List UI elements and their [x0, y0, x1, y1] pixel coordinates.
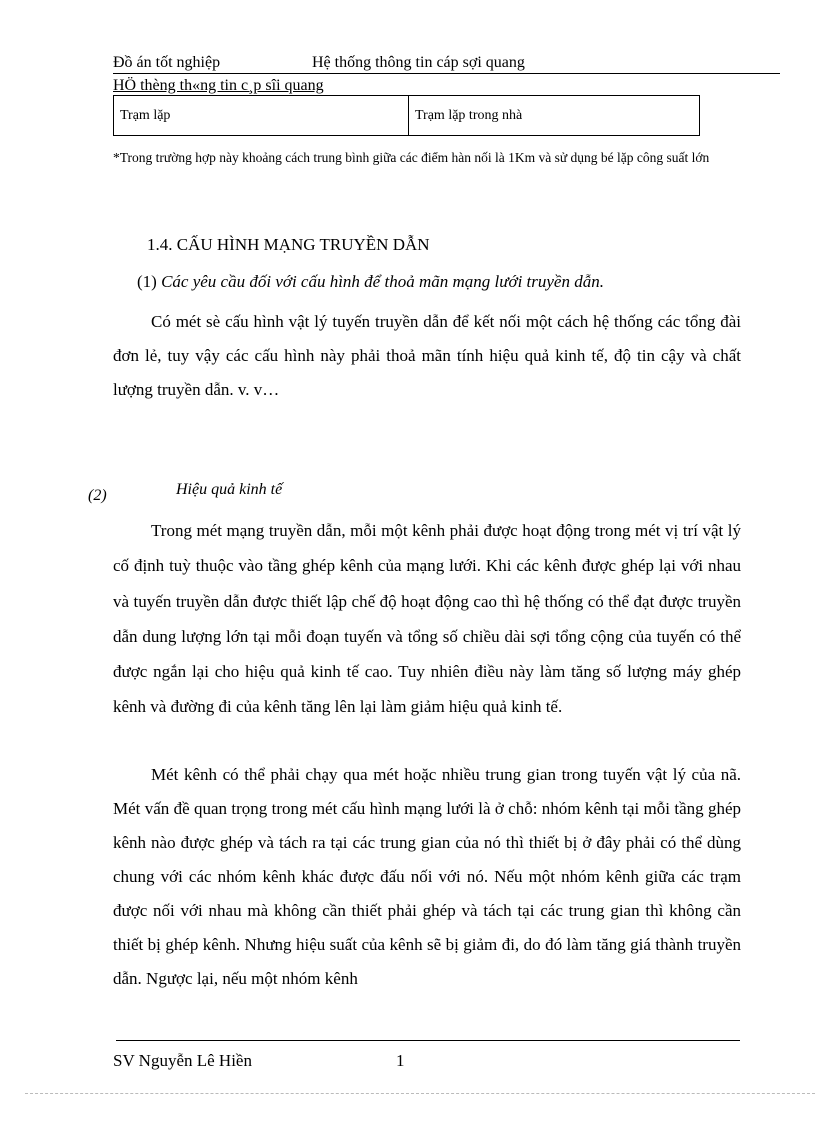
paragraph-text: Có mét sè cấu hình vật lý tuyến truyền dẫn để kết nối một cách hệ thống các tổng đài đơn lẻ, tuy vậy các cấu hình này phải thoả mãn tính hiệu quả kinh tế, độ tin cậy và chất lượng truyền dẫn. v. v…	[113, 312, 741, 399]
paragraph-economic	[113, 513, 741, 725]
table-cell: Trạm lặp	[114, 96, 409, 136]
footer-divider	[116, 1040, 740, 1041]
section-heading: 1.4. CẤU HÌNH MẠNG TRUYỀN DẪN	[147, 235, 430, 254]
requirement-heading	[137, 272, 604, 292]
footer-student-name: SV Nguyễn Lê Hiền	[113, 1051, 252, 1070]
table-footnote: *Trong trường hợp này khoảng cách trung bình giữa các điểm hàn nối là 1Km và sử dụng bé lặp công suất lớn	[113, 150, 710, 165]
requirement-text: Các yêu cầu đối với cấu hình để thoả mãn mạng lưới truyền dẫn.	[161, 272, 604, 291]
paragraph-channels	[113, 758, 741, 996]
header-document-type: Đồ án tốt nghiệp	[113, 54, 221, 71]
footer-page-number: 1	[396, 1051, 405, 1070]
header-document-title: Hệ thống thông tin cáp sợi quang	[312, 54, 525, 71]
economic-heading: Hiệu quả kinh tế	[176, 481, 283, 498]
running-subheader: HÖ thèng th«ng tin c¸p sîi quang	[113, 77, 324, 94]
table-row	[114, 96, 700, 136]
page-break-line	[25, 1093, 815, 1094]
paragraph-text: Trong mét mạng truyền dẫn, mỗi một kênh phải được hoạt động trong mét vị trí vật lý cố định tuỳ thuộc vào tầng ghép kênh của mạng lưới. Khi các kênh được ghép lại với nhau và tuyến truyền dẫn được thiết lập chế độ hoạt động cao thì hệ thống có thể đạt được truyền dẫn dung lượng lớn tại mỗi đoạn tuyến và tổng số chiều dài sợi tổng cộng của tuyến có thể được ngắn lại cho hiệu quả kinh tế cao. Tuy nhiên điều này làm tăng số lượng máy ghép kênh và đường đi của kênh tăng lên lại làm giảm hiệu quả kinh tế.	[113, 521, 741, 717]
paragraph-intro	[113, 305, 741, 407]
economic-number: (2)	[88, 487, 107, 504]
requirement-number: (1)	[137, 272, 157, 291]
paragraph-text: Mét kênh có thể phải chạy qua mét hoặc nhiều trung gian trong tuyến vật lý của nã. Mét vấn đề quan trọng trong mét cấu hình mạng lưới là ở chỗ: nhóm kênh tại mỗi tầng ghép kênh nào được ghép và tách ra tại các trung gian của nó thì thiết bị ở đây phải có thể dùng chung với các nhóm kênh khác được đấu nối với nó. Nếu một nhóm kênh giữa các trạm được nối với nhau mà không cần thiết phải ghép và tách tại các trung gian thì không cần thiết bị ghép kênh. Nhưng hiệu suất của kênh sẽ bị giảm đi, do đó làm tăng giá thành truyền dẫn. Ngược lại, nếu một nhóm kênh	[113, 765, 741, 988]
repeater-table	[113, 95, 700, 136]
table-cell: Trạm lặp trong nhà	[409, 96, 700, 136]
header-divider	[113, 73, 780, 74]
